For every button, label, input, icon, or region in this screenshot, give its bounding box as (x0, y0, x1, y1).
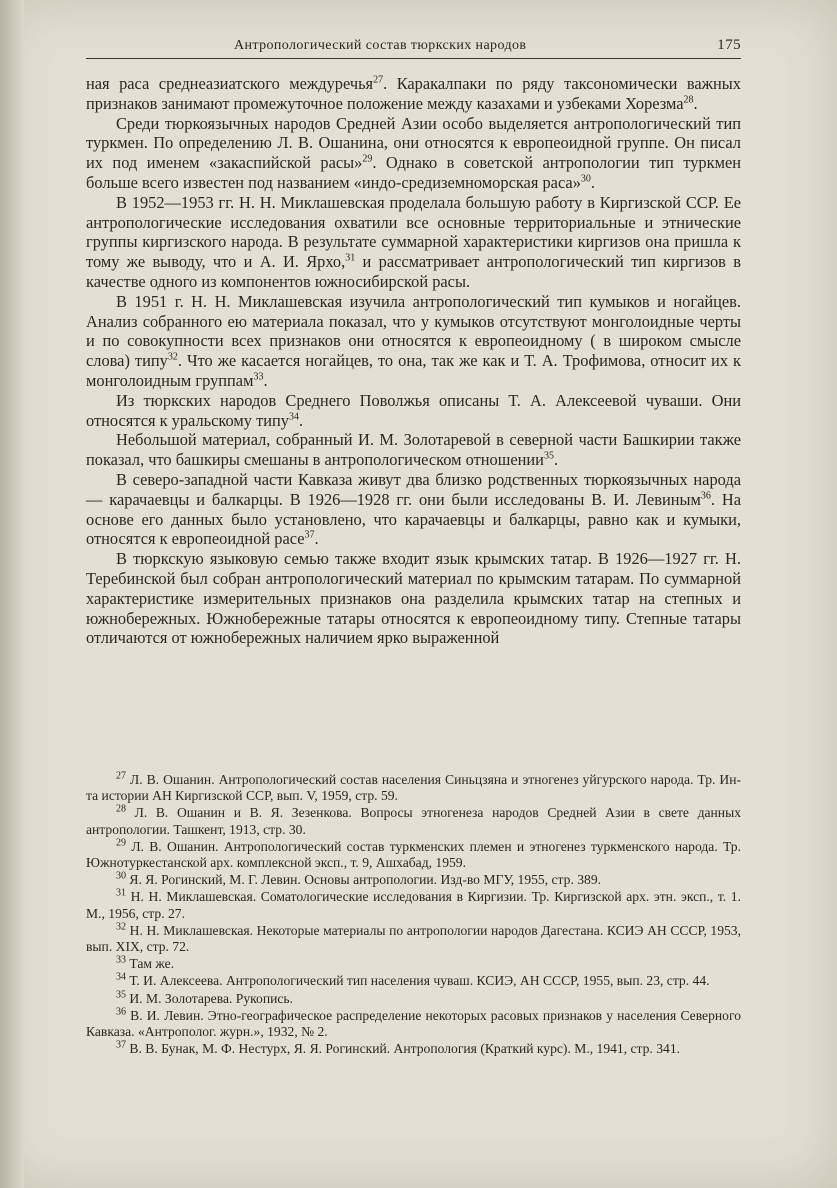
paragraph: ная раса среднеазиатского междуречья$^{27}$. Каракалпаки по ряду таксономически важных признаков занимают промежуточное положение между казахами и узбеками Хорезма$^{28}$. (86, 74, 741, 113)
footnote: $^{36}$ В. И. Левин. Этно-географическое распределение некоторых расовых признаков у населения Северного Кавказа. «Антрополог. журн.», 1932, № 2. (86, 1006, 741, 1040)
paragraph: В 1951 г. Н. Н. Миклашевская изучила антропологический тип кумыков и ногайцев. Анализ собранного ею материала показал, что у кумыков отсутствуют монголоидные черты и по совокупности всех признаков они относятся к европеоидному ( в широком смысле слова) типу$^{32}$. Что же касается ногайцев, то она, так же как и Т. А. Трофимова, относит их к монголоидным группам$^{33}$. (86, 291, 741, 390)
footnote: $^{27}$ Л. В. Ошанин. Антропологический состав населения Синьцзяна и этногенез уйгурского народа. Тр. Ин-та истории АН Киргизской ССР, вып. V, 1959, стр. 59. (86, 770, 741, 804)
footnote: $^{33}$ Там же. (116, 954, 175, 972)
main-text (86, 74, 741, 648)
footnote-ref: 29 (362, 153, 373, 165)
running-header (86, 36, 741, 59)
footnote-ref: 37 (304, 529, 315, 541)
footnote: $^{32}$ Н. Н. Миклашевская. Некоторые материалы по антропологии народов Дагестана. КСИЭ АН СССР, 1953, вып. XIX, стр. 72. (86, 921, 741, 955)
footnote-ref: 34 (289, 411, 299, 423)
footnote-ref: 30 (580, 173, 591, 185)
footnote: $^{31}$ Н. Н. Миклашевская. Соматологические исследования в Киргизии. Тр. Киргизской арх. этн. эксп., т. 1. М., 1956, стр. 27. (86, 887, 742, 921)
paragraph: В 1952—1953 гг. Н. Н. Миклашевская проделала большую работу в Киргизской ССР. Ее антропологические исследования охватили все основные территориальные и этнические группы киргизского народа. В результате суммарной характеристики киргизов она пришла к тому же выводу, что и А. И. Ярхо,$^{31}$ и рассматривает антропологический тип киргизов в качестве одного из компонентов южносибирской расы. (86, 192, 741, 291)
footnote-ref: 27 (373, 74, 384, 86)
paragraph: Небольшой материал, собранный И. М. Золотаревой в северной части Башкирии также показал, что башкиры смешаны в антропологическом отношении$^{35}$. (86, 430, 741, 470)
footnote: $^{35}$ И. М. Золотарева. Рукопись. (116, 989, 294, 1006)
running-title: Антропологический состав тюркских народов (234, 38, 527, 53)
footnote: $^{29}$ Л. В. Ошанин. Антропологический состав туркменских племен и этногенез туркменского народа. Тр. Южнотуркестанской арх. комплексной эксп., т. 9, Ашхабад, 1959. (86, 837, 741, 871)
footnote-ref: 32 (167, 351, 178, 363)
page-number: 175 (717, 37, 741, 53)
footnote: $^{28}$ Л. В. Ошанин и В. Я. Зезенкова. Вопросы этногенеза народов Средней Азии в свете данных антропологии. Ташкент, 1913, стр. 30. (86, 803, 741, 837)
footnote-ref: 35 (543, 450, 554, 462)
paragraph: Среди тюркоязычных народов Средней Азии особо выделяется антропологический тип туркмен. По определению Л. В. Ошанина, они относятся к европеоидной группе. Он писал их под именем «закаспийской расы»$^{29}$. Однако в советской антропологии тип туркмен больше всего известен под названием «индо-средиземноморская раса»$^{30}$. (86, 113, 741, 192)
footnote: $^{37}$ В. В. Бунак, М. Ф. Нестурх, Я. Я. Рогинский. Антропология (Краткий курс). М., 1941, стр. 341. (116, 1039, 681, 1057)
footnote-ref: 33 (253, 371, 264, 383)
footnote: $^{30}$ Я. Я. Рогинский, М. Г. Левин. Основы антропологии. Изд-во МГУ, 1955, стр. 389. (116, 870, 602, 888)
footnote-ref: 31 (345, 252, 356, 264)
paragraph: В тюркскую языковую семью также входит язык крымских татар. В 1926—1927 гг. Н. Теребинской был собран антропологический материал по крымским татарам. По суммарной характеристике измерительных признаков она разделила крымских татар на степных и южнобережных. Южнобережные татары относятся к европеоидному типу. Степные татары отличаются от южнобережных наличием ярко выраженной (86, 549, 741, 648)
paragraph: В северо-западной части Кавказа живут два близко родственных тюркоязычных народа — карачаевцы и балкарцы. В 1926—1928 гг. они были исследованы В. И. Левиным$^{36}$. На основе его данных было установлено, что карачаевцы и балкарцы, равно как и кумыки, относятся к европеоидной расе$^{37}$. (86, 469, 741, 549)
footnote-ref: 28 (683, 94, 694, 106)
book-spine-shadow (0, 0, 24, 1188)
footnote: $^{34}$ Т. И. Алексеева. Антропологический тип населения чуваш. КСИЭ, АН СССР, 1955, вып. 23, стр. 44. (116, 971, 710, 989)
footnote-ref: 36 (700, 490, 711, 502)
paragraph: Из тюркских народов Среднего Поволжья описаны Т. А. Алексеевой чуваши. Они относятся к уральскому типу$^{34}$. (86, 390, 741, 430)
footnotes (86, 772, 741, 1058)
